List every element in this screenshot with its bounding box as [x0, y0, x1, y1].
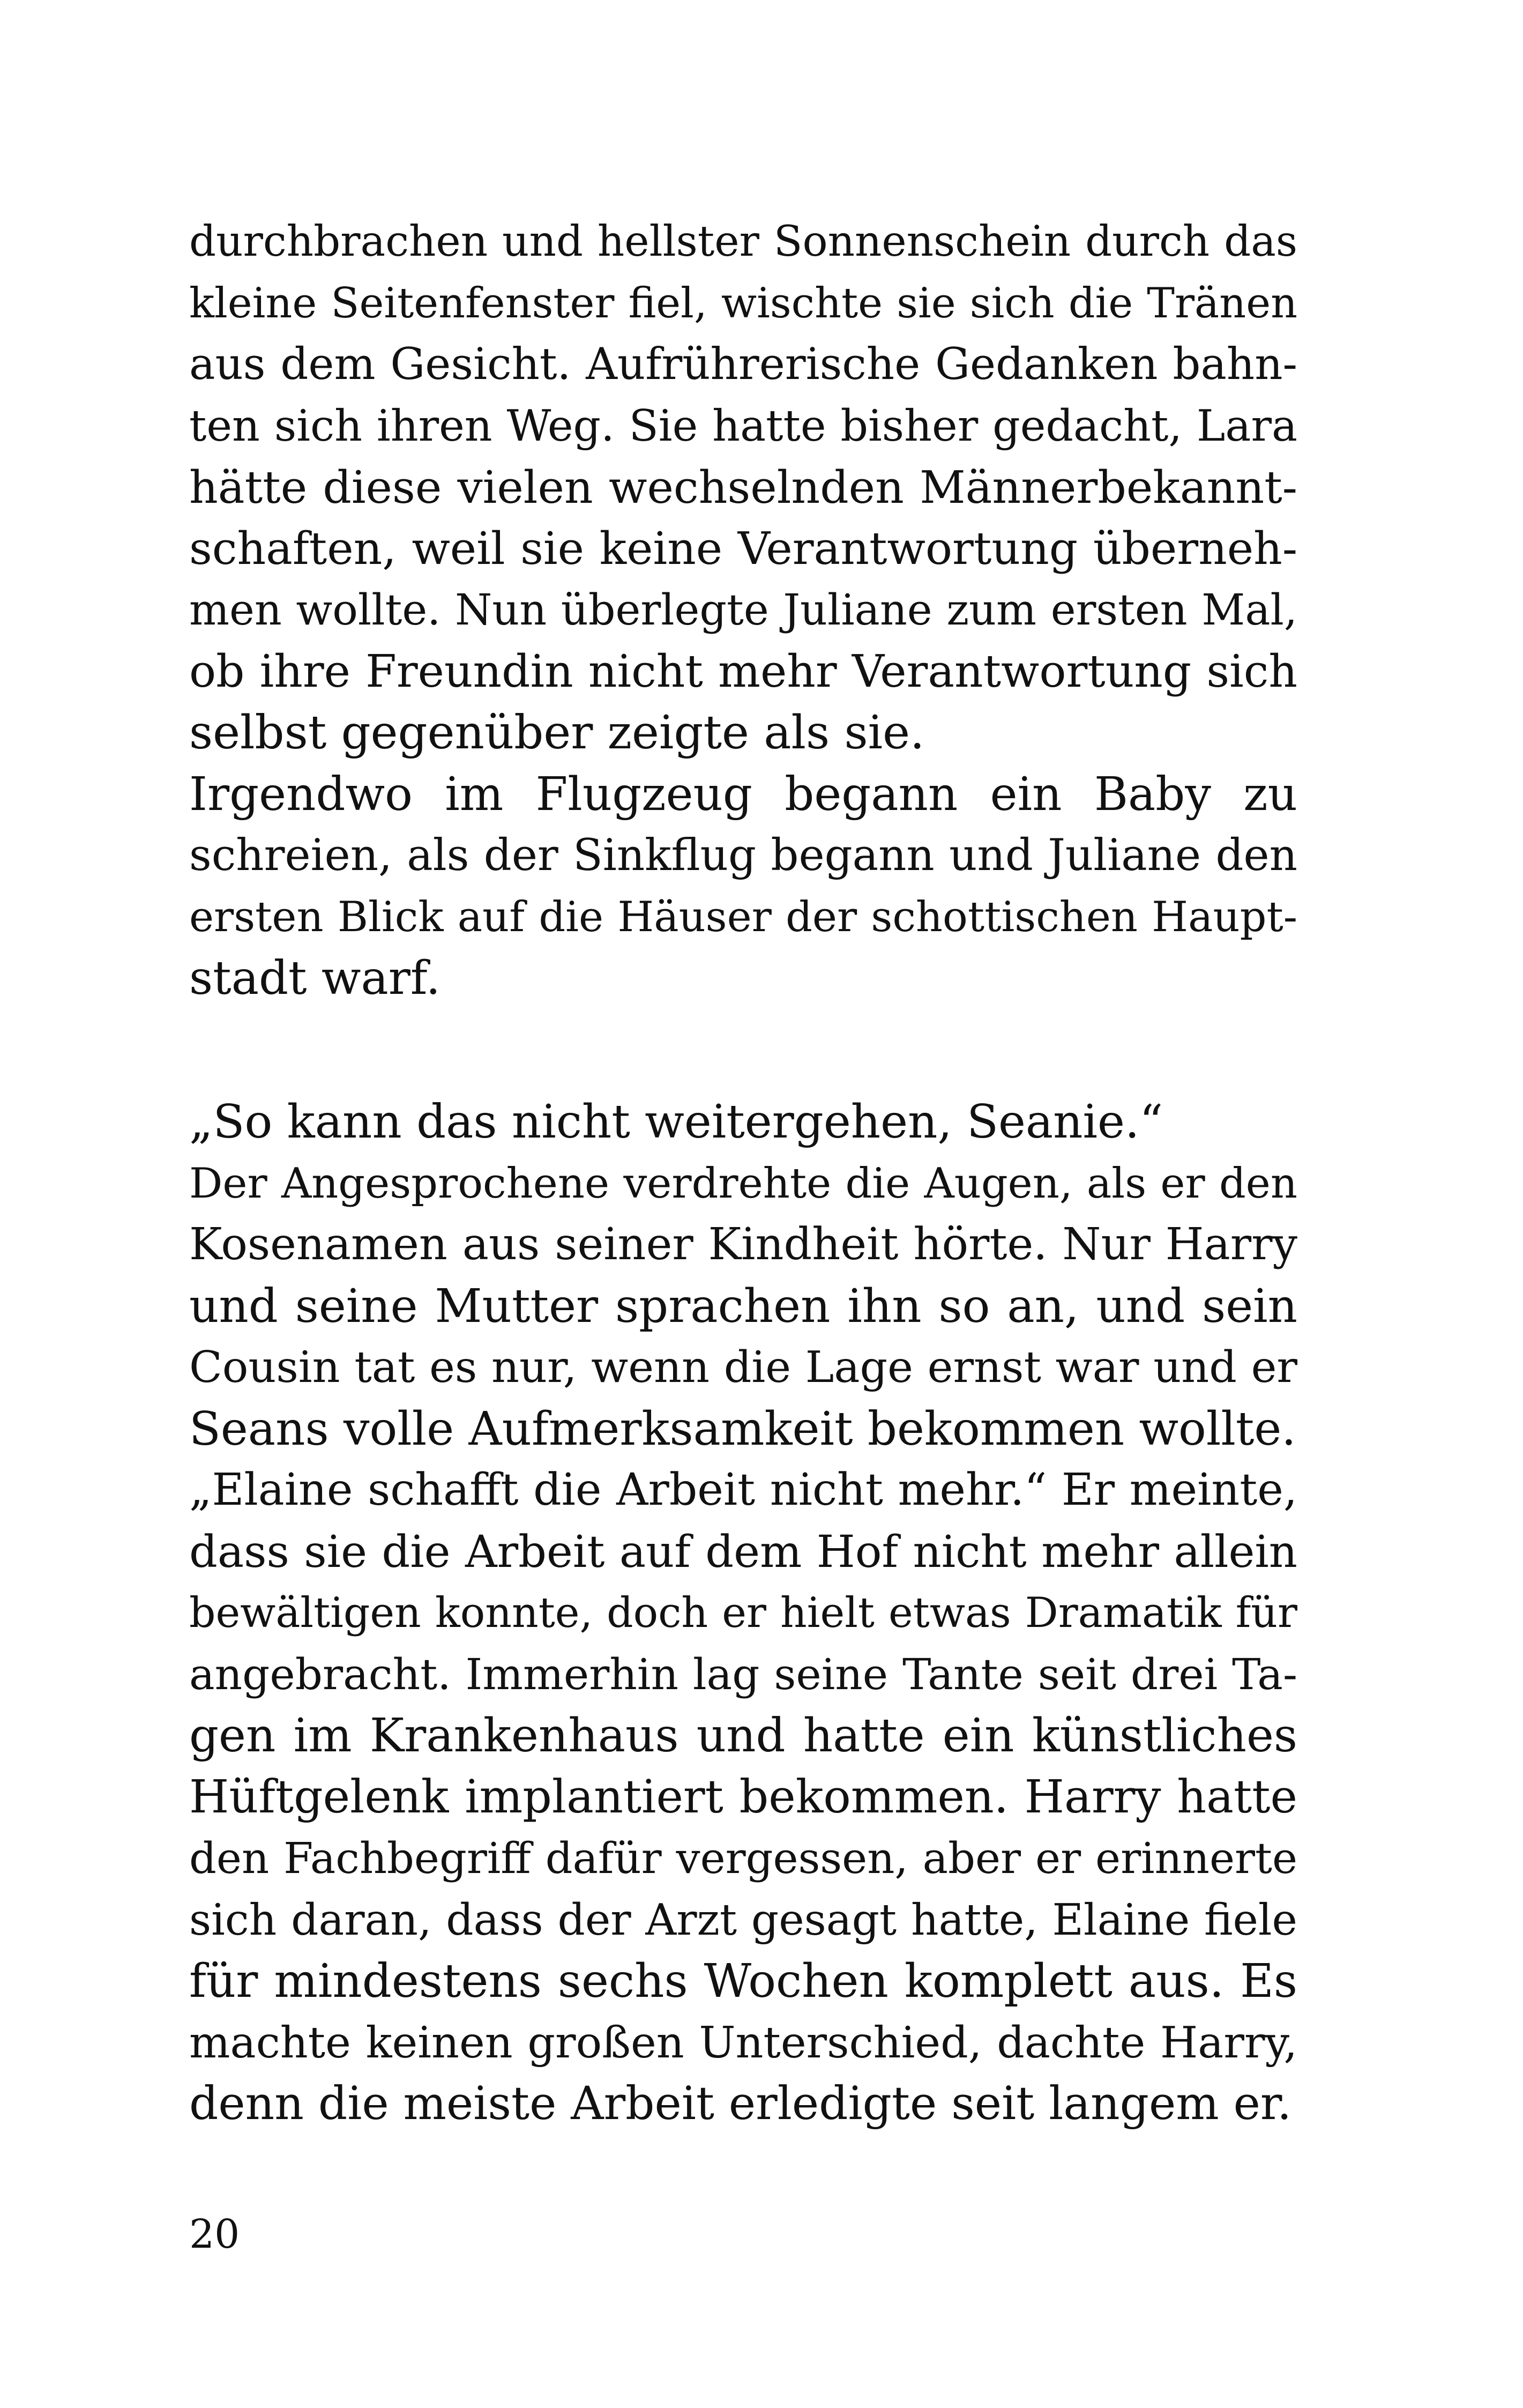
- text-line: „So kann das nicht weitergehen, Seanie.“: [189, 1095, 1163, 1149]
- text-line: selbst gegenüber zeigte als sie.: [189, 706, 925, 760]
- text-line: men wollte. Nun überlegte Juliane zum ersten Mal,: [189, 585, 1297, 635]
- text-line: gen im Krankenhaus und hatte ein künstliches: [189, 1709, 1297, 1763]
- text-line: Seans volle Aufmerksamkeit bekommen wollte.: [189, 1402, 1296, 1456]
- text-line: ten sich ihren Weg. Sie hatte bisher gedacht, Lara: [189, 400, 1297, 451]
- text-line: Cousin tat es nur, wenn die Lage ernst war und er: [189, 1342, 1297, 1393]
- text-line: aus dem Gesicht. Aufrührerische Gedanken bahn-: [189, 339, 1297, 390]
- text-line: Der Angesprochene verdrehte die Augen, als er den: [189, 1159, 1297, 1208]
- text-line: ob ihre Freundin nicht mehr Verantwortung sich: [189, 645, 1297, 697]
- text-line: durchbrachen und hellster Sonnenschein durch das: [189, 217, 1297, 266]
- text-line: „Elaine schafft die Arbeit nicht mehr.“ Er meinte,: [189, 1465, 1297, 1515]
- text-line: machte keinen großen Unterschied, dachte Harry,: [189, 2017, 1297, 2068]
- text-line: denn die meiste Arbeit erledigte seit langem er.: [189, 2077, 1292, 2130]
- text-line: Hüftgelenk implantiert bekommen. Harry hatte: [189, 1770, 1297, 1824]
- text-line: sich daran, dass der Arzt gesagt hatte, Elaine fiele: [189, 1894, 1297, 1945]
- text-line: dass sie die Arbeit auf dem Hof nicht mehr allein: [189, 1526, 1297, 1578]
- text-line: hätte diese vielen wechselnden Männerbekannt-: [189, 461, 1297, 514]
- text-line: Irgendwo im Flugzeug begann ein Baby zu: [189, 767, 1297, 821]
- text-line: kleine Seitenfenster fiel, wischte sie sich die Tränen: [189, 279, 1297, 328]
- text-line: und seine Mutter sprachen ihn so an, und sein: [189, 1279, 1297, 1333]
- paragraph-section-one: [189, 211, 1297, 1009]
- paragraph-section-two: [189, 1091, 1297, 2135]
- text-line: den Fachbegriff dafür vergessen, aber er erinnerte: [189, 1833, 1297, 1883]
- text-line: Kosenamen aus seiner Kindheit hörte. Nur Harry: [189, 1219, 1297, 1270]
- text-line: angebracht. Immerhin lag seine Tante seit drei Ta-: [189, 1649, 1297, 1699]
- text-line: schreien, als der Sinkflug begann und Juliane den: [189, 830, 1297, 881]
- text-line: ersten Blick auf die Häuser der schottischen Haupt-: [189, 893, 1297, 941]
- page-number: 20: [189, 2211, 240, 2257]
- text-line: schaften, weil sie keine Verantwortung überneh-: [189, 522, 1297, 575]
- text-line: stadt warf.: [189, 952, 441, 1005]
- text-line: bewältigen konnte, doch er hielt etwas Dramatik für: [189, 1589, 1297, 1637]
- text-line: für mindestens sechs Wochen komplett aus. Es: [189, 1954, 1297, 2008]
